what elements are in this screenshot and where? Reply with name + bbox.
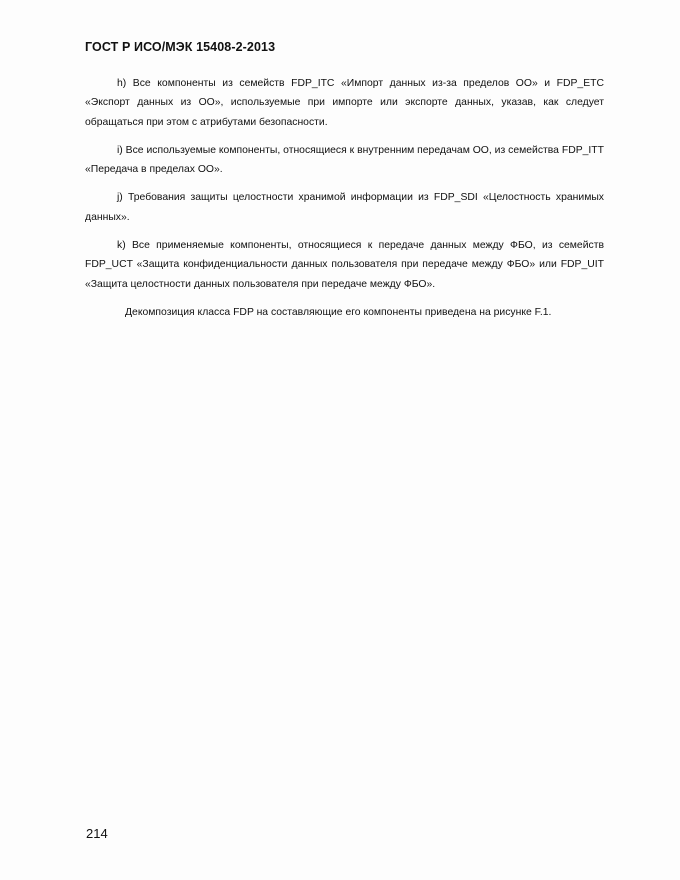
paragraph-decomposition: Декомпозиция класса FDP на составляющие его компоненты приведена на рисунке F.1. xyxy=(125,306,552,318)
paragraph-i: i) Все используемые компоненты, относящиеся к внутренним передачам ОО, из семейства FDP_ITT «Передача в пределах ОО». xyxy=(85,144,604,176)
paragraph-h: h) Все компоненты из семейств FDP_ITC «Импорт данных из-за пределов ОО» и FDP_ETC «Экспорт данных из ОО», используемые при импорте или экспорте данных, указав, как следует обращаться при этом с атрибутами безопасности. xyxy=(85,78,604,128)
document-header: ГОСТ Р ИСО/МЭК 15408-2-2013 xyxy=(85,40,276,54)
body-text xyxy=(85,74,604,331)
paragraph-j: j) Требования защиты целостности хранимой информации из FDP_SDI «Целостность хранимых данных». xyxy=(85,192,604,223)
page-number: 214 xyxy=(86,826,108,841)
paragraph-k: k) Все применяемые компоненты, относящиеся к передаче данных между ФБО, из семейств FDP_UCT «Защита конфиденциальности данных пользователя при передаче между ФБО» или FDP_UIT «Защита целостности данных пользователя при передаче между ФБО». xyxy=(85,240,604,290)
